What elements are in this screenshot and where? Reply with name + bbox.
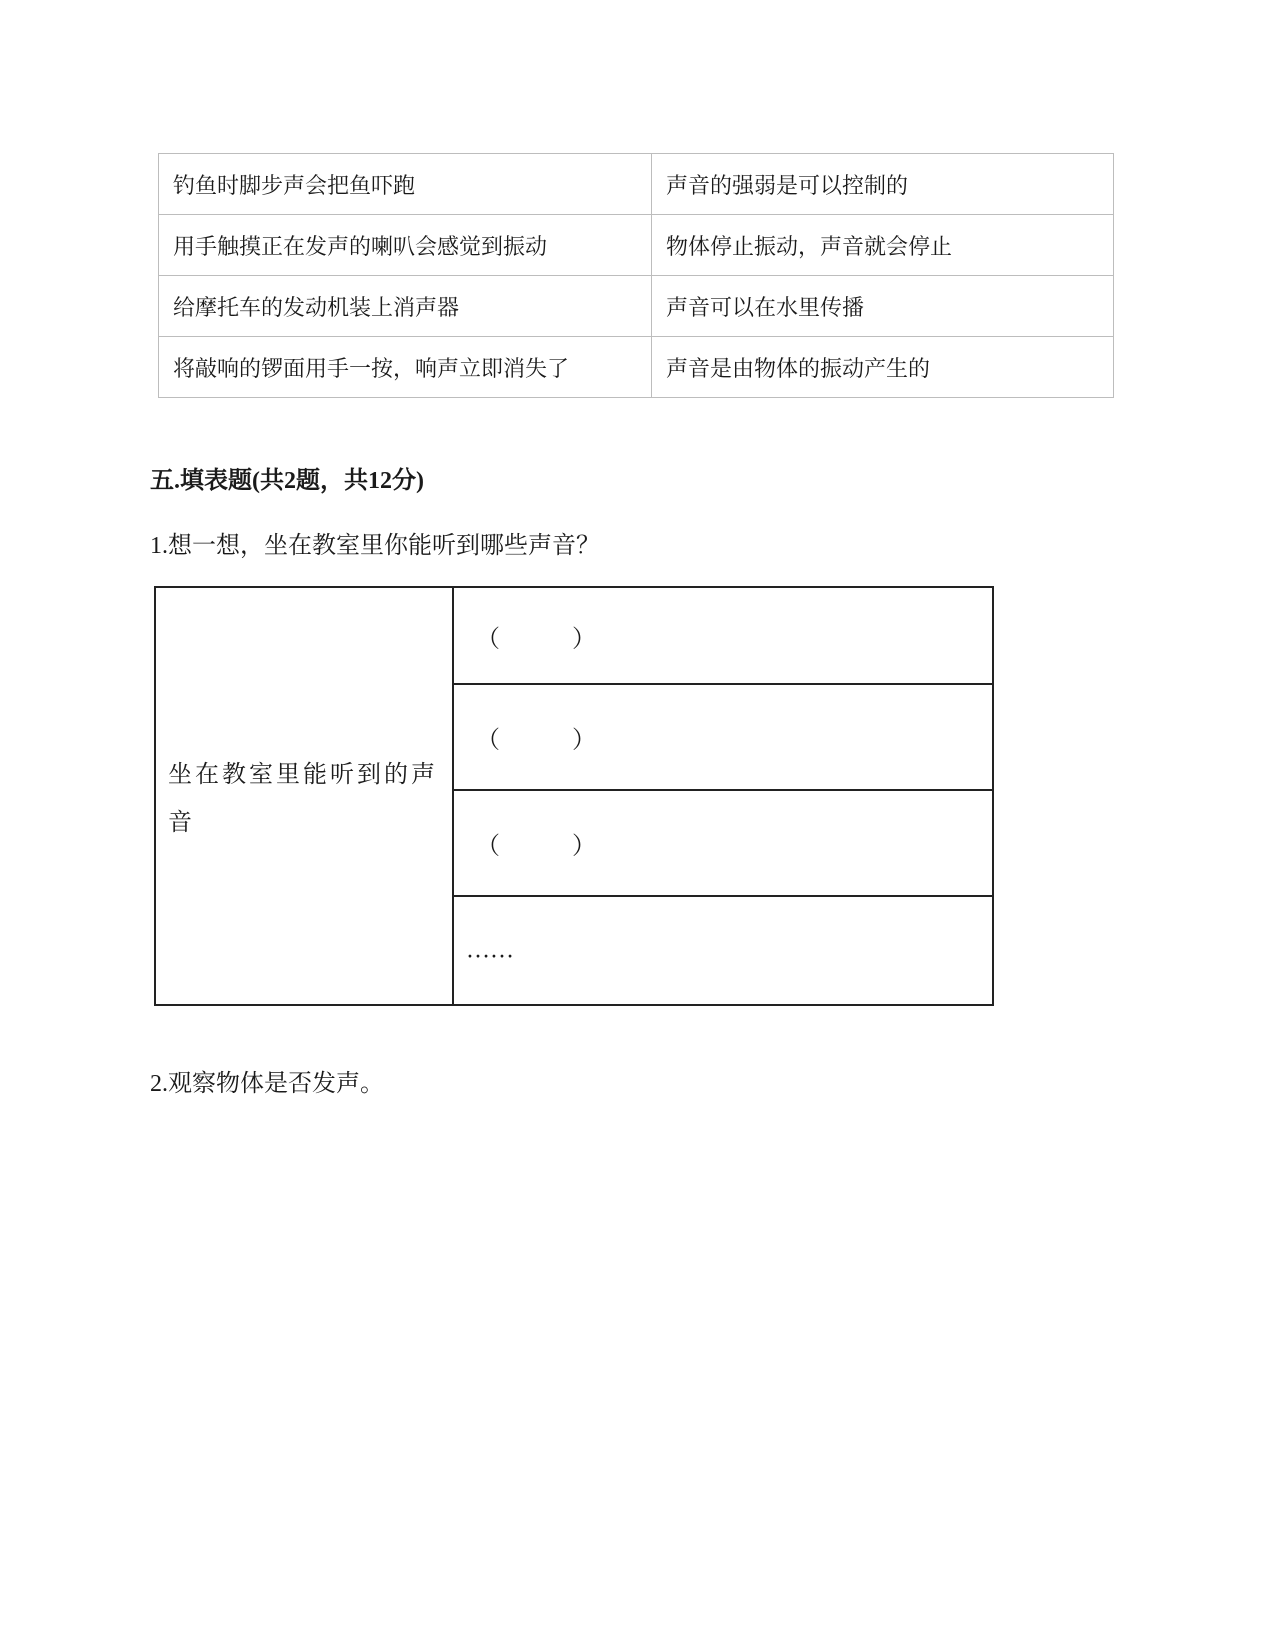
table-cell-phenomenon: 将敲响的锣面用手一按，响声立即消失了 [159, 337, 652, 398]
answer-blank[interactable]: （ ） [476, 831, 596, 860]
answer-row[interactable] [454, 588, 992, 685]
answer-row-ellipsis [454, 897, 992, 1004]
answer-blank[interactable]: （ ） [476, 725, 596, 754]
question-1-text: 1.想一想，坐在教室里你能听到哪些声音？ [150, 533, 600, 559]
table-row [159, 154, 1114, 215]
question-2-text: 2.观察物体是否发声。 [150, 1071, 384, 1097]
table-cell-principle: 声音的强弱是可以控制的 [652, 154, 1114, 215]
answer-blank[interactable]: （ ） [476, 624, 596, 652]
fill-table-label: 坐在教室里能听到的声音 [168, 760, 438, 836]
table-cell-principle: 声音是由物体的振动产生的 [652, 337, 1114, 398]
table-cell-principle: 声音可以在水里传播 [652, 276, 1114, 337]
matching-table [158, 153, 1114, 398]
section-heading: 五.填表题(共2题，共12分) [150, 468, 424, 494]
fill-in-table [154, 586, 994, 1006]
table-cell-phenomenon: 钓鱼时脚步声会把鱼吓跑 [159, 154, 652, 215]
fill-table-label-cell [156, 588, 454, 1004]
answer-row[interactable] [454, 685, 992, 791]
fill-table-answer-column [454, 588, 992, 1004]
ellipsis-text: …… [466, 937, 514, 963]
table-row [159, 276, 1114, 337]
table-cell-phenomenon: 给摩托车的发动机装上消声器 [159, 276, 652, 337]
answer-row[interactable] [454, 791, 992, 897]
table-cell-phenomenon: 用手触摸正在发声的喇叭会感觉到振动 [159, 215, 652, 276]
table-row [159, 215, 1114, 276]
table-row [159, 337, 1114, 398]
table-cell-principle: 物体停止振动，声音就会停止 [652, 215, 1114, 276]
